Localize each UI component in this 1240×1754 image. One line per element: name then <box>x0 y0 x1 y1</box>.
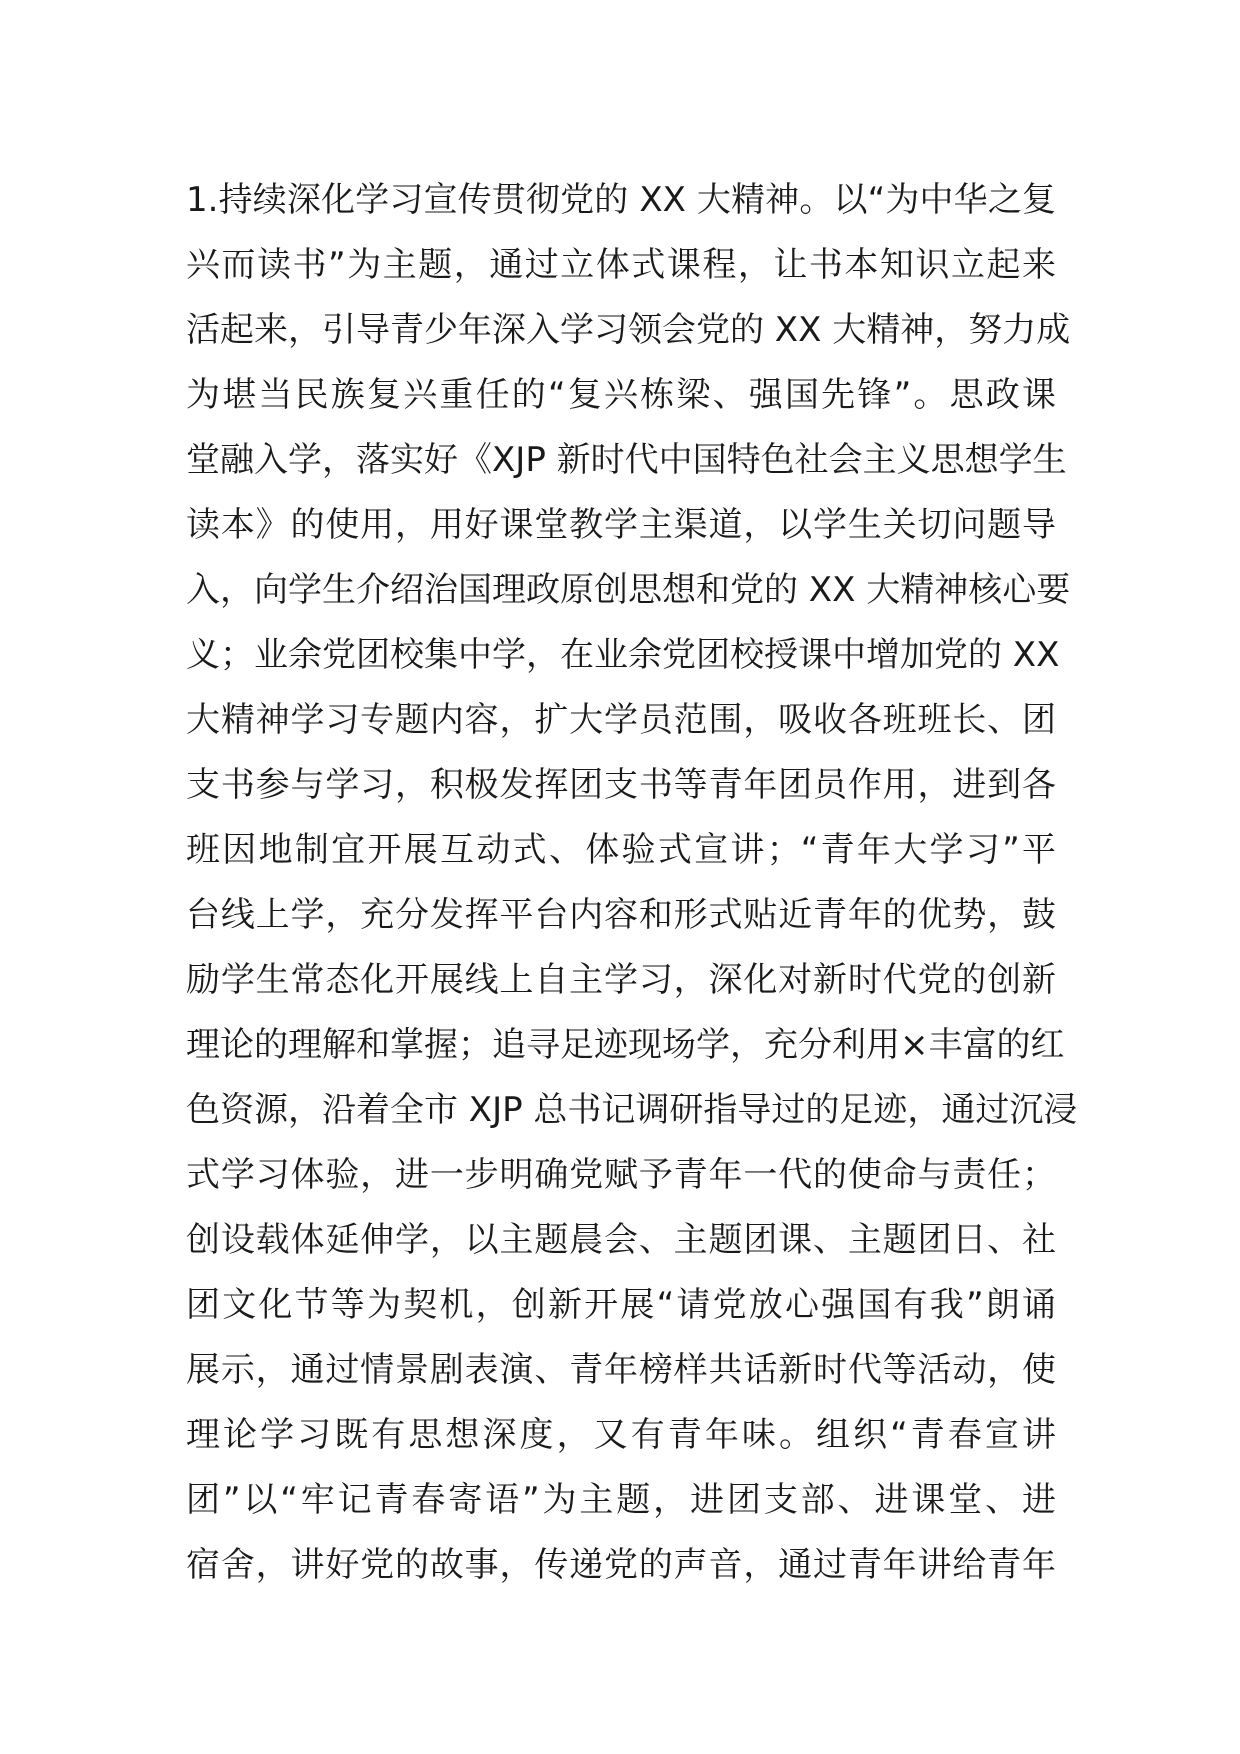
text-line: 读本》的使用，用好课堂教学主渠道，以学生关切问题导 <box>186 505 1056 545</box>
text-line: 入，向学生介绍治国理政原创思想和党的 XX 大精神核心要 <box>186 570 1071 610</box>
text-line: 团文化节等为契机，创新开展“请党放心强国有我”朗诵 <box>186 1285 1056 1325</box>
text-line: 支书参与学习，积极发挥团支书等青年团员作用，进到各 <box>186 765 1056 805</box>
text-line: 活起来，引导青少年深入学习领会党的 XX 大精神，努力成 <box>186 310 1071 350</box>
text-line: 义；业余党团校集中学，在业余党团校授课中增加党的 XX <box>186 635 1060 675</box>
text-line: 展示，通过情景剧表演、青年榜样共话新时代等活动，使 <box>186 1350 1056 1390</box>
text-line: 理论的理解和掌握；追寻足迹现场学，充分利用×丰富的红 <box>186 1025 1065 1065</box>
text-line: 色资源，沿着全市 XJP 总书记调研指导过的足迹，通过沉浸 <box>186 1090 1078 1130</box>
text-line: 励学生常态化开展线上自主学习，深化对新时代党的创新 <box>186 960 1056 1000</box>
body-paragraph <box>186 168 1078 1598</box>
text-line: 式学习体验，进一步明确党赋予青年一代的使命与责任； <box>186 1155 1056 1195</box>
text-line: 宿舍，讲好党的故事，传递党的声音，通过青年讲给青年 <box>186 1545 1056 1585</box>
text-line: 创设载体延伸学，以主题晨会、主题团课、主题团日、社 <box>186 1220 1056 1260</box>
text-line: 1.持续深化学习宣传贯彻党的 XX 大精神。以“为中华之复 <box>186 180 1056 220</box>
text-line: 台线上学，充分发挥平台内容和形式贴近青年的优势，鼓 <box>186 895 1056 935</box>
text-line: 为堪当民族复兴重任的“复兴栋梁、强国先锋”。思政课 <box>186 375 1056 415</box>
text-line: 堂融入学，落实好《XJP 新时代中国特色社会主义思想学生 <box>186 440 1067 480</box>
text-line: 理论学习既有思想深度，又有青年味。组织“青春宣讲 <box>186 1415 1056 1455</box>
text-line: 团”以“牢记青春寄语”为主题，进团支部、进课堂、进 <box>186 1480 1056 1520</box>
text-line: 班因地制宜开展互动式、体验式宣讲；“青年大学习”平 <box>186 830 1056 870</box>
text-line: 大精神学习专题内容，扩大学员范围，吸收各班班长、团 <box>186 700 1056 740</box>
text-line: 兴而读书”为主题，通过立体式课程，让书本知识立起来 <box>186 245 1056 285</box>
